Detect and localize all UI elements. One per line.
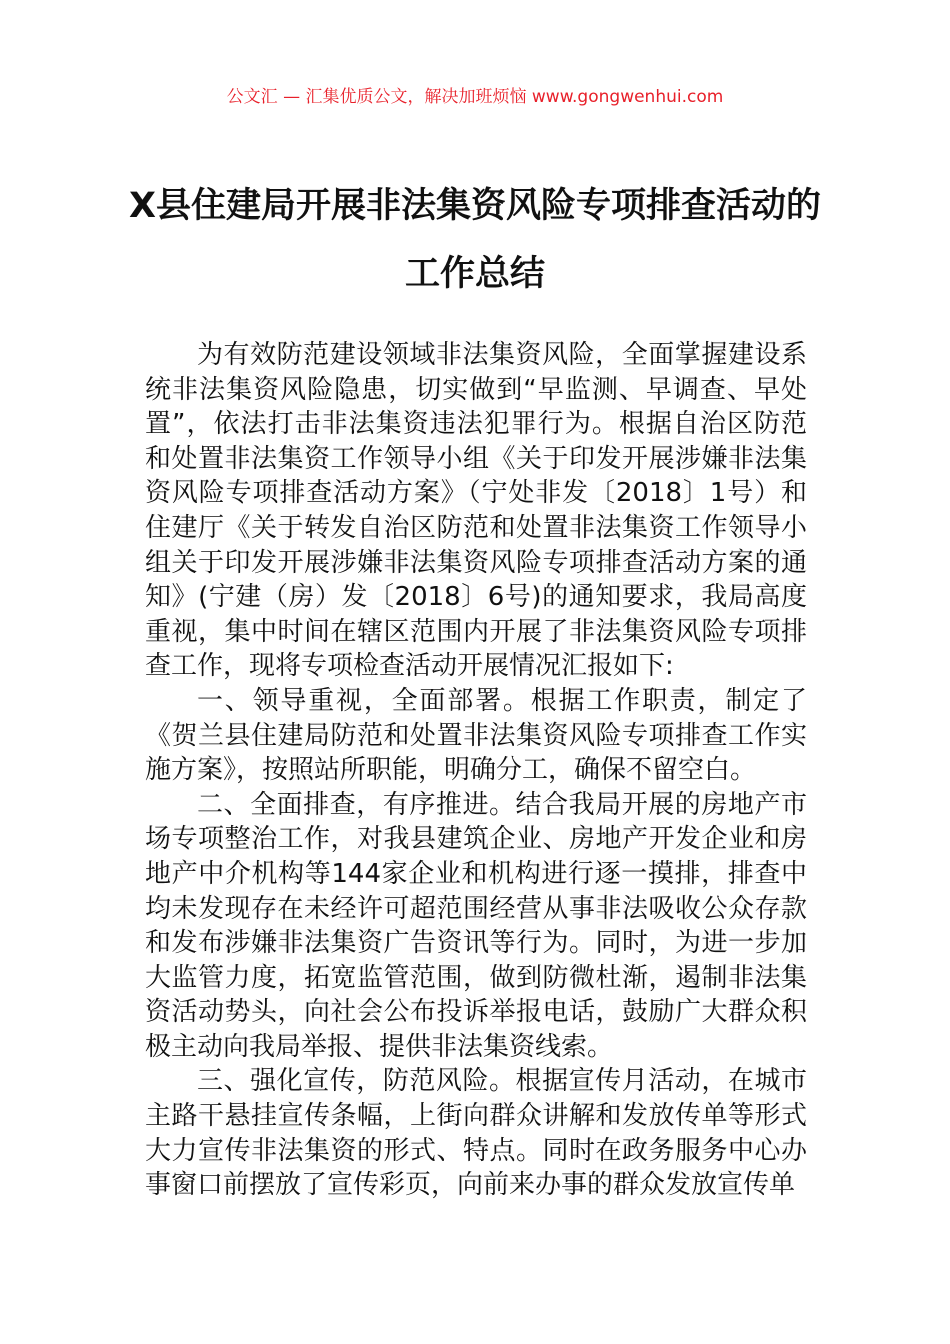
document-body [145,338,807,1203]
document-title: X县住建局开展非法集资风险专项排查活动的工作总结 [129,186,821,294]
paragraph-section-1: 一、领导重视，全面部署。根据工作职责，制定了《贺兰县住建局防范和处置非法集资风险专项排查工作实施方案》，按照站所职能，明确分工，确保不留空白。 [145,685,807,786]
paragraph-section-3: 三、强化宣传，防范风险。根据宣传月活动，在城市主路干悬挂宣传条幅，上街向群众讲解和发放传单等形式大力宣传非法集资的形式、特点。同时在政务服务中心办事窗口前摆放了宣传彩页，向前来办事的群众发放宣传单 [145,1066,807,1201]
header-banner: 公文汇 — 汇集优质公文，解决加班烦恼 www.gongwenhui.com [226,87,724,107]
paragraph-section-2: 二、全面排查，有序推进。结合我局开展的房地产市场专项整治工作，对我县建筑企业、房地产开发企业和房地产中介机构等144家企业和机构进行逐一摸排，排查中均未发现存在未经许可超范围经营从事非法吸收公众存款和发布涉嫌非法集资广告资讯等行为。同时，为进一步加大监管力度，拓宽监管范围，做到防微杜渐，遏制非法集资活动势头，向社会公布投诉举报电话，鼓励广大群众积极主动向我局举报、提供非法集资线索。 [145,789,807,1062]
paragraph-intro: 为有效防范建设领域非法集资风险，全面掌握建设系统非法集资风险隐患，切实做到“早监测、早调查、早处置”，依法打击非法集资违法犯罪行为。根据自治区防范和处置非法集资工作领导小组《关于印发开展涉嫌非法集资风险专项排查活动方案》（宁处非发〔2018〕1号）和住建厅《关于转发自治区防范和处置非法集资工作领导小组关于印发开展涉嫌非法集资风险专项排查活动方案的通知》(宁建（房）发〔2018〕6号)的通知要求，我局高度重视，集中时间在辖区范围内开展了非法集资风险专项排查工作，现将专项检查活动开展情况汇报如下: [145,340,807,682]
